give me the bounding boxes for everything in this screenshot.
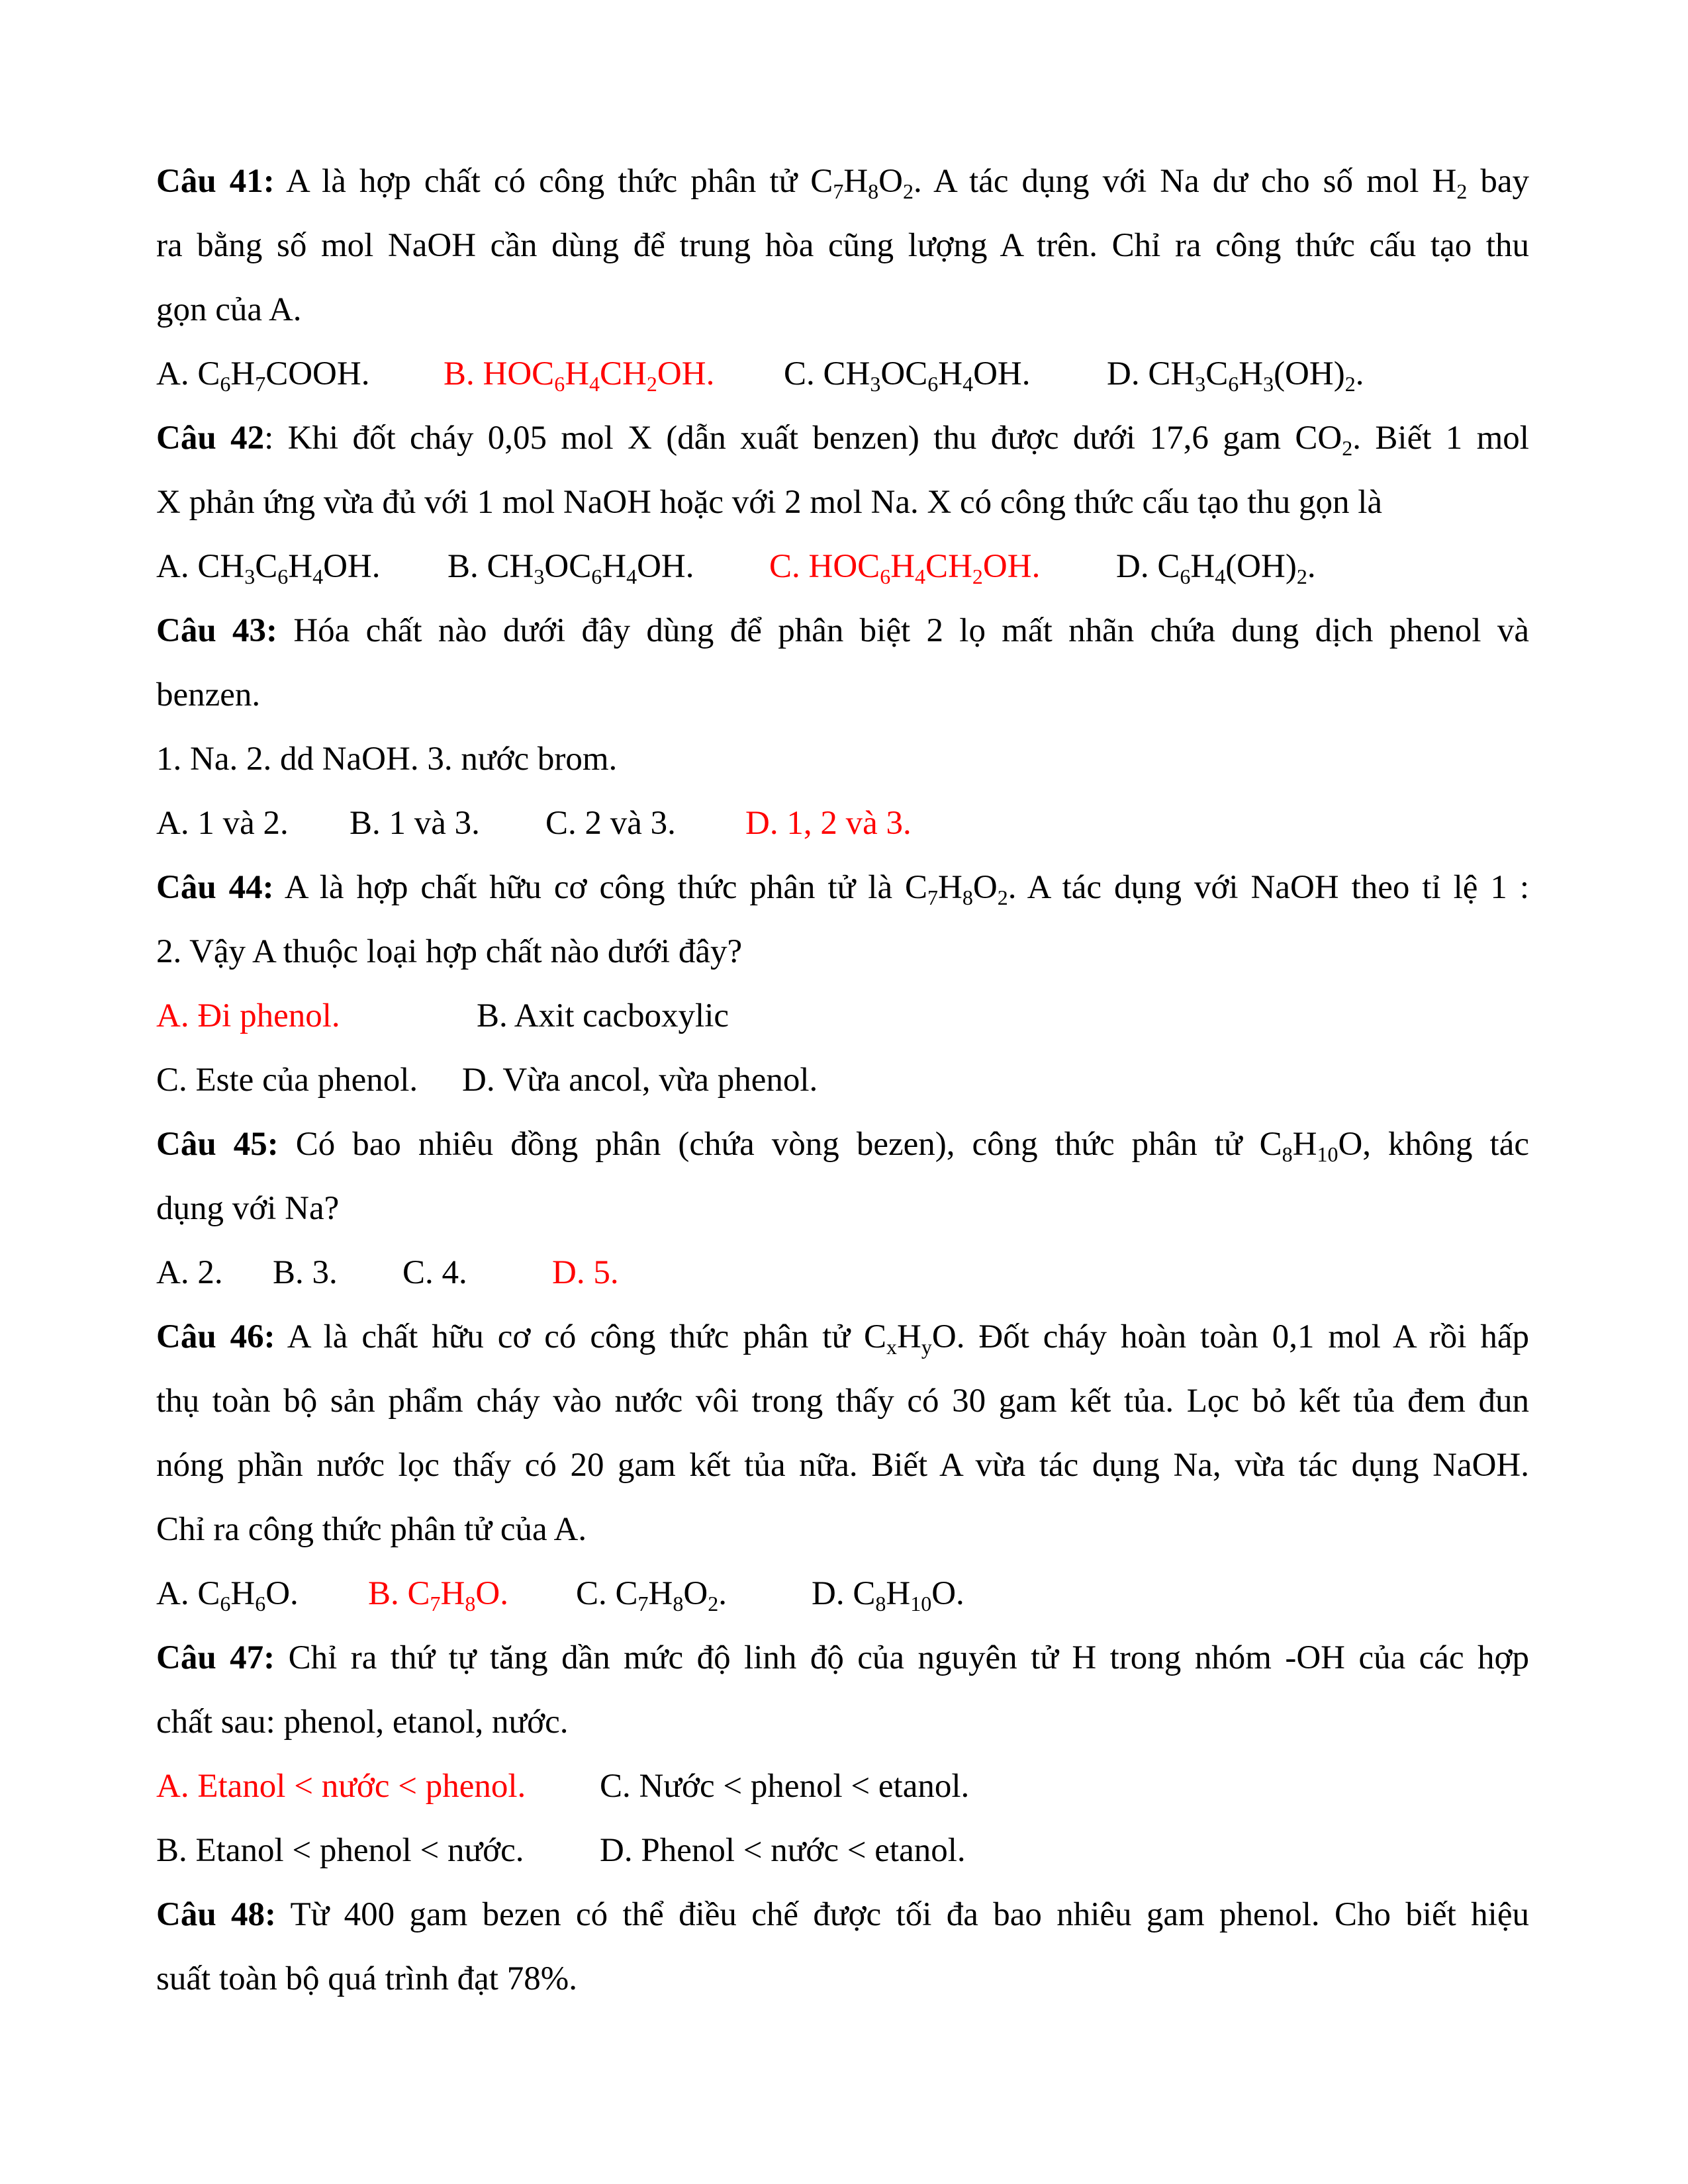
q46-option-a: A. $C_6H_6O$. bbox=[156, 1575, 299, 1615]
q46-label: Câu 46: bbox=[156, 1318, 275, 1355]
q46-line-2: thụ toàn bộ sản phẩm cháy vào nước vôi trong thấy có 30 gam kết tủa. Lọc bỏ kết tủa đem đun bbox=[156, 1383, 1529, 1420]
q42-line-1: Câu 42: Khi đốt cháy 0,05 mol X (dẫn xuất benzen) thu được dưới 17,6 gam $CO_2$. Biết 1 mol bbox=[156, 420, 1529, 460]
q43-line-2: benzen. bbox=[156, 676, 261, 713]
q45-label: Câu 45: bbox=[156, 1126, 279, 1163]
q47-option-c: C. Nước < phenol < etanol. bbox=[600, 1768, 970, 1805]
q42-option-a: A. $CH_3C_6H_4OH$. bbox=[156, 548, 381, 588]
q42-options bbox=[156, 535, 1529, 599]
q44-line-1: Câu 44: A là hợp chất hữu cơ công thức phân tử là $C_7H_8O_2$. A tác dụng với NaOH theo tỉ lệ 1 : bbox=[156, 869, 1529, 909]
q42-option-c-answer: C. $HOC_6H_4CH_2OH$. bbox=[769, 548, 1041, 588]
q48-line-2: suất toàn bộ quá trình đạt 78%. bbox=[156, 1960, 577, 1997]
q43-line-1: Câu 43: Hóa chất nào dưới đây dùng để phân biệt 2 lọ mất nhãn chứa dung dịch phenol và bbox=[156, 612, 1529, 649]
q45-option-b: B. 3. bbox=[273, 1254, 338, 1291]
document-page bbox=[156, 150, 1529, 2011]
q45-line-2: dụng với Na? bbox=[156, 1190, 340, 1227]
q47-options-ac bbox=[156, 1754, 1529, 1819]
q41-options bbox=[156, 342, 1529, 406]
q47-options-bd bbox=[156, 1819, 1529, 1883]
q41-line-1: Câu 41: A là hợp chất có công thức phân tử $C_7H_8O_2$. A tác dụng với Na dư cho số mol $H_2$ bay bbox=[156, 163, 1529, 203]
q43-options bbox=[156, 792, 1529, 856]
q45-options bbox=[156, 1241, 1529, 1305]
q43-option-a: A. 1 và 2. bbox=[156, 805, 289, 842]
q45-line-1: Câu 45: Có bao nhiêu đồng phân (chứa vòng bezen), công thức phân tử $C_8H_{10}O$, không tác bbox=[156, 1126, 1529, 1166]
q43-option-b: B. 1 và 3. bbox=[350, 805, 480, 842]
q44-option-c: C. Este của phenol. bbox=[156, 1062, 418, 1099]
q47-line-1: Câu 47: Chỉ ra thứ tự tăng dần mức độ linh độ của nguyên tử H trong nhóm -OH của các hợp bbox=[156, 1639, 1529, 1676]
q45-option-a: A. 2. bbox=[156, 1254, 223, 1291]
q46-options bbox=[156, 1562, 1529, 1626]
q47-line-2: chất sau: phenol, etanol, nước. bbox=[156, 1704, 569, 1741]
q44-option-b: B. Axit cacboxylic bbox=[477, 997, 729, 1034]
q46-option-c: C. $C_7H_8O_2$. bbox=[576, 1575, 727, 1615]
q41-option-c: C. $CH_3OC_6H_4OH$. bbox=[784, 355, 1031, 396]
q43-option-d-answer: D. 1, 2 và 3. bbox=[745, 805, 912, 842]
q41-option-a: A. $C_6H_7COOH$. bbox=[156, 355, 370, 396]
q44-line-2: 2. Vậy A thuộc loại hợp chất nào dưới đây? bbox=[156, 933, 743, 970]
q47-option-d: D. Phenol < nước < etanol. bbox=[600, 1832, 966, 1869]
q41-option-b-answer: B. $HOC_6H_4CH_2OH$. bbox=[444, 355, 715, 396]
q42-label: Câu 42 bbox=[156, 420, 265, 457]
q48-label: Câu 48: bbox=[156, 1896, 277, 1933]
q42-line-2: X phản ứng vừa đủ với 1 mol NaOH hoặc với 2 mol Na. X có công thức cấu tạo thu gọn là bbox=[156, 484, 1383, 521]
q47-option-a-answer: A. Etanol < nước < phenol. bbox=[156, 1768, 526, 1805]
q43-label: Câu 43: bbox=[156, 612, 278, 649]
q46-option-d: D. $C_8H_{10}O$. bbox=[812, 1575, 964, 1615]
q42-option-d: D. $C_6H_4(OH)_2$. bbox=[1116, 548, 1316, 588]
q45-option-c: C. 4. bbox=[402, 1254, 467, 1291]
q46-line-1: Câu 46: A là chất hữu cơ có công thức phân tử $C_xH_yO$. Đốt cháy hoàn toàn 0,1 mol A rồi hấp bbox=[156, 1318, 1529, 1359]
q41-option-d: D. $CH_3C_6H_3(OH)_2$. bbox=[1107, 355, 1364, 396]
q47-option-b: B. Etanol < phenol < nước. bbox=[156, 1832, 524, 1869]
q43-option-c: C. 2 và 3. bbox=[545, 805, 676, 842]
q45-option-d-answer: D. 5. bbox=[552, 1254, 619, 1291]
q46-line-3: nóng phần nước lọc thấy có 20 gam kết tủa nữa. Biết A vừa tác dụng Na, vừa tác dụng NaOH. bbox=[156, 1447, 1529, 1484]
q47-label: Câu 47: bbox=[156, 1639, 275, 1676]
q46-line-4: Chỉ ra công thức phân tử của A. bbox=[156, 1511, 587, 1548]
q44-option-a-answer: A. Đi phenol. bbox=[156, 997, 340, 1034]
q42-option-b: B. $CH_3OC_6H_4OH$. bbox=[447, 548, 694, 588]
q48-line-1: Câu 48: Từ 400 gam bezen có thể điều chế được tối đa bao nhiêu gam phenol. Cho biết hiệu bbox=[156, 1896, 1529, 1933]
q41-line-3: gọn của A. bbox=[156, 291, 302, 328]
q41-line-2: ra bằng số mol NaOH cần dùng để trung hòa cũng lượng A trên. Chỉ ra công thức cấu tạo thu bbox=[156, 227, 1529, 264]
q44-options-cd bbox=[156, 1048, 1529, 1113]
q44-option-d: D. Vừa ancol, vừa phenol. bbox=[462, 1062, 818, 1099]
q44-options-ab bbox=[156, 984, 1529, 1048]
q44-label: Câu 44: bbox=[156, 869, 274, 906]
q41-label: Câu 41: bbox=[156, 163, 275, 200]
q43-line-3: 1. Na. 2. dd NaOH. 3. nước brom. bbox=[156, 741, 618, 778]
q46-option-b-answer: B. $C_7H_8O$. bbox=[368, 1575, 508, 1615]
